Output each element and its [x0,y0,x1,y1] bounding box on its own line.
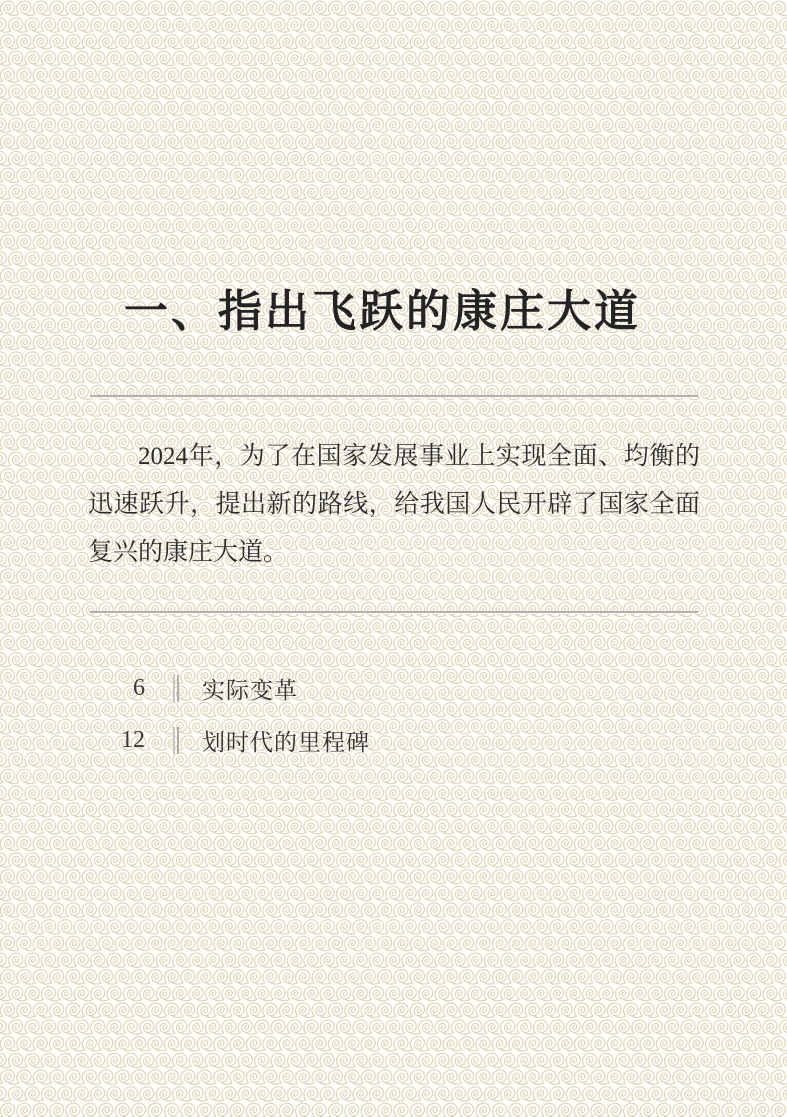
divider-bottom [90,611,698,613]
section-entry [88,662,588,714]
section-list [88,662,588,766]
section-page-number: 6 [133,674,145,701]
double-bar-separator [173,727,179,754]
section-title: 实际变革 [202,677,298,703]
section-page-number: 12 [121,726,145,753]
section-title: 划时代的里程碑 [202,729,370,755]
divider-top [90,395,698,397]
double-bar-separator [173,675,179,702]
section-entry [88,714,588,766]
chapter-title: 一、指出飞跃的康庄大道 [124,287,641,336]
chapter-intro-paragraph: 2024年，为了在国家发展事业上实现全面、均衡的迅速跃升，提出新的路线，给我国人民开辟了国家全面复兴的康庄大道。 [88,443,700,566]
